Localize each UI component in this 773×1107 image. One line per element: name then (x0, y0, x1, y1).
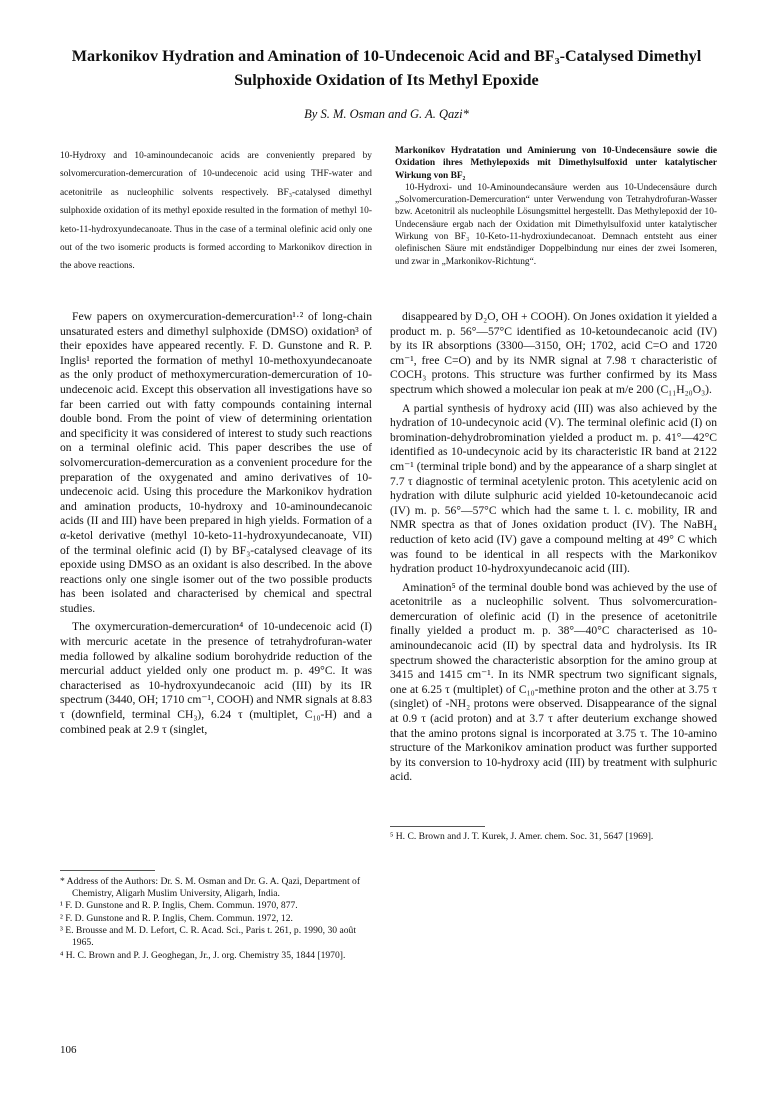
footnote: ² F. D. Gunstone and R. P. Inglis, Chem. Commun. 1972, 12. (60, 912, 293, 924)
abstract-german-title: Markonikov Hydratation und Aminierung von 10-Undecensäure sowie die Oxidation ihres Methylepoxids mit Dimethylsulfoxid unter katalytischer Wirkung von BF₂ (395, 146, 717, 181)
body-column-right (390, 310, 717, 785)
body-paragraph: Amination⁵ of the terminal double bond was achieved by the use of acetonitrile as a nucleophilic solvent. Thus solvomercuration-demercuration of olefinic acid (I) in the presence of acetonitrile finally yielded a product m. p. 38°—40°C characterised as 10-aminoundecanoic acid (II) by spectral data and hydrolysis. Its IR spectrum showed the characteristic absorption for the amino group at 3415 and 1415 cm⁻¹. In its NMR spectrum two significant signals, one at 6.25 τ (multiplet) of C₁₀-methine proton and the other at 3.75 τ (singlet) of -NH₂ protons were observed. Disappearance of the signal at 0.9 τ (acid proton) and at 3.7 τ after deuterium exchange showed that the amino protons signal is incorporated at 3.75 τ. The 10-amino structure of the Markonikov amination product was further supported by its conversion to 10-hydroxy acid (III) by treatment with sulphuric acid. (390, 580, 717, 784)
abstract-german-body: 10-Hydroxi- und 10-Aminoundecansäure werden aus 10-Undecensäure durch „Solvomercuration-Demercuration“ unter Verwendung von Tetrahydrofuran-Wasser bzw. Acetonitril als nucleophile Lösungsmittel hergestellt. Das Methylepoxid der 10-Undecensäure ergab nach der Oxidation mit Dimethylsulfoxid unter katalytischer Wirkung von BF₃ 10-Keto-11-hydroxiundecanoat. Demnach entsteht aus einer olefinischen Säure mit endständiger Doppelbindung nur eines der zwei Isomeren, und zwar in „Markonikov-Richtung“. (395, 182, 717, 267)
footnote-divider (390, 826, 485, 827)
page-number: 106 (60, 1044, 77, 1056)
footnote: ⁴ H. C. Brown and P. J. Geoghegan, Jr., J. org. Chemistry 35, 1844 [1970]. (60, 949, 346, 961)
body-column-left (60, 310, 372, 737)
footnotes-left (60, 876, 372, 962)
article-title: Markonikov Hydration and Amination of 10-Undecenoic Acid and BF₃-Catalysed Dimethyl Sulphoxide Oxidation of Its Methyl Epoxide (71, 47, 702, 89)
body-paragraph: Few papers on oxymercuration-demercuration¹·² of long-chain unsaturated esters and dimethyl sulphoxide (DMSO) oxidation³ of their epoxides have appeared recently. F. D. Gunstone and R. P. Inglis¹ reported the formation of methyl 10-methoxyundecanoate as the only product of methoxymercuration-demercuration of 10-undecenoic acid. Except this observation all investigations have so far been carried out with fatty compounds containing internal double bond. From the point of view of determining orientation and specificity it was considered of interest to study such reactions on a terminal olefinic acid. This paper describes the use of solvomercuration-demercuration as a convenient procedure for the preparation of the oxygenated and amino derivatives of 10-undecenoic acid. Using this procedure the Markonikov hydration and amination products, 10-hydroxy and 10-aminoundecanoic acids (II and III) have been prepared in high yields. Formation of a α-ketol derivative (methyl 10-keto-11-hydroxyundecanoate, VII) of the terminal olefinic acid (I) by BF₃-catalysed cleavage of its epoxide using DMSO as an oxidant is also described. In the above reactions only one single isomer out of the two possible products has been isolated and characterised by chemical and spectral studies. (60, 310, 372, 615)
body-paragraph: The oxymercuration-demercuration⁴ of 10-undecenoic acid (I) with mercuric acetate in the presence of tetrahydrofuran-water media followed by alkaline sodium borohydride reduction of the mercurial adduct yielded only one product m. p. 49°C. It was characterised as 10-hydroxyundecanoic acid (III) by its IR spectrum (3440, OH; 1710 cm⁻¹, COOH) and NMR signals at 8.83 τ (downfield, terminal CH₃), 6.24 τ (multiplet, C₁₀-H) and a combined peak at 2.9 τ (singlet, (60, 620, 372, 736)
footnote: ⁵ H. C. Brown and J. T. Kurek, J. Amer. chem. Soc. 31, 5647 [1969]. (390, 831, 654, 842)
footnote-divider (60, 870, 155, 871)
footnote: ¹ F. D. Gunstone and R. P. Inglis, Chem. Commun. 1970, 877. (60, 900, 298, 912)
footnote: * Address of the Authors: Dr. S. M. Osman and Dr. G. A. Qazi, Department of Chemistry, Aligarh Muslim University, Aligarh, India. (60, 876, 361, 899)
footnotes-right (390, 831, 717, 844)
abstract-english: 10-Hydroxy and 10-aminoundecanoic acids are conveniently prepared by solvomercuration-demercuration of 10-undecenoic acid using THF-water and acetonitrile as nucleophilic solvents respectively. BF₃-catalysed dimethyl sulphoxide oxidation of its methyl epoxide resulted in the formation of methyl 10-keto-11-hydroxyundecanoate. Thus in the case of a terminal olefinic acid only one out of the two isomeric products is formed according to Markonikov direction in the above reactions. (60, 151, 372, 272)
abstract-german (395, 145, 717, 268)
article-authors: By S. M. Osman and G. A. Qazi* (304, 107, 469, 121)
body-paragraph: disappeared by D₂O, OH + COOH). On Jones oxidation it yielded a product m. p. 56°—57°C identified as 10-ketoundecanoic acid (IV) by its IR absorptions (3300—3150, OH; 1702, acid C=O and 1720 cm⁻¹, free C=O) and by its NMR signal at 7.98 τ characteristic of COCH₃ protons. This structure was further confirmed by its Mass spectrum which showed a molecular ion peak at m/e 200 (C₁₁H₂₀O₃). (390, 310, 717, 396)
footnote: ³ E. Brousse and M. D. Lefort, C. R. Acad. Sci., Paris t. 261, p. 1990, 30 août 1965. (60, 925, 356, 948)
body-paragraph: A partial synthesis of hydroxy acid (III) was also achieved by the hydration of 10-undecynoic acid (V). The terminal olefinic acid (I) on bromination-dehydrobromination yielded a product m. p. 41°—42°C identified as 10-undecynoic acid by its characteristic IR band at 2122 cm⁻¹ (terminal triple bond) and by the appearance of a sharp singlet at 7.7 τ diagnostic of terminal acetylenic proton. This acetylenic acid on hydration with dilute sulphuric acid yielded 10-ketoundecanoic acid (IV) m. p. 56°—57°C which had the same t. l. c. mobility, IR and NMR spectra as that of Jones oxidation product (IV). The NaBH₄ reduction of keto acid (IV) gave a compound melting at 49° C which was found to be identical in all respects with the Markonikov hydration product 10-hydroxyundecanoic acid (III). (390, 401, 717, 576)
